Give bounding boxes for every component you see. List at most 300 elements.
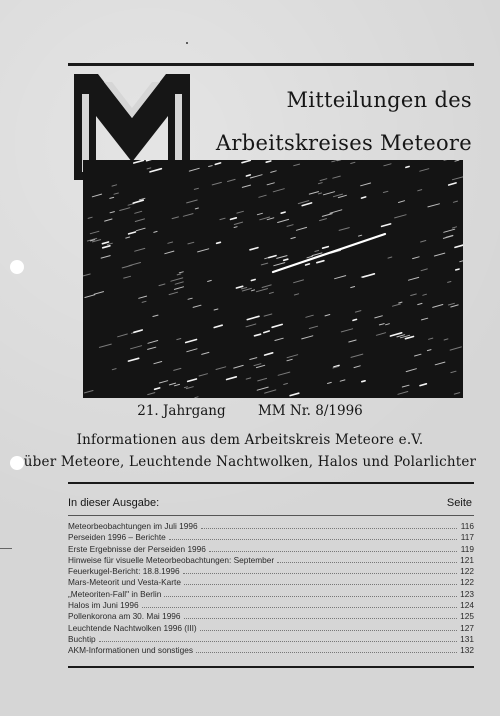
star-trail: [110, 212, 114, 213]
star-trail: [269, 256, 276, 258]
star-trail: [120, 208, 130, 211]
margin-mark: [0, 548, 12, 549]
star-trail: [168, 242, 173, 243]
toc-entry-title: Leuchtende Nachtwolken 1996 (III): [68, 622, 197, 633]
star-trail: [330, 210, 342, 213]
star-trail: [215, 163, 220, 165]
star-trail: [307, 256, 313, 258]
star-trail: [444, 229, 455, 232]
star-trail: [379, 324, 384, 325]
toc-entry: [68, 634, 474, 645]
star-trail: [275, 338, 283, 340]
star-trail: [242, 185, 250, 187]
star-trail: [453, 201, 457, 202]
meteor-photograph: [83, 160, 463, 398]
star-trail: [242, 160, 250, 162]
star-trail: [247, 316, 259, 319]
star-trail: [284, 259, 288, 260]
star-trail: [306, 315, 314, 317]
star-trail: [277, 256, 287, 259]
star-trail: [237, 211, 244, 213]
star-trail: [267, 218, 274, 220]
star-trail: [287, 225, 293, 227]
star-trail: [325, 315, 330, 316]
star-trail: [159, 381, 167, 383]
star-trail: [212, 182, 221, 185]
star-trail: [449, 183, 456, 185]
star-trail: [318, 193, 321, 194]
star-trail: [234, 365, 244, 368]
star-trail: [251, 280, 255, 281]
star-trail: [174, 368, 181, 370]
star-trail: [208, 280, 212, 281]
star-trail: [220, 218, 225, 219]
star-trail: [199, 374, 207, 376]
toc-entry-page: 131: [460, 633, 474, 644]
star-trail: [118, 334, 128, 337]
star-trail: [150, 169, 161, 172]
star-trail: [455, 160, 459, 161]
star-trail: [92, 194, 101, 197]
star-trail: [165, 251, 174, 254]
star-trail: [340, 380, 345, 381]
star-trail: [302, 336, 313, 339]
star-trail: [188, 298, 192, 299]
star-trail: [142, 301, 146, 302]
star-trail: [186, 340, 197, 343]
star-trail: [154, 231, 157, 232]
star-trail: [359, 235, 362, 236]
star-trail: [110, 197, 114, 198]
toc-entry-page: 122: [460, 577, 474, 588]
star-trail: [361, 183, 371, 186]
dot-leader: [277, 555, 457, 563]
toc-entry: [68, 623, 474, 634]
star-trail: [451, 371, 456, 372]
star-trail: [99, 344, 111, 347]
star-trail: [317, 261, 324, 263]
toc-entry-title: Erste Ergebnisse der Perseiden 1996: [68, 543, 206, 554]
star-trail: [341, 329, 352, 332]
dot-leader: [183, 566, 457, 574]
star-trail: [112, 369, 116, 370]
star-trail: [84, 391, 93, 393]
star-trail: [382, 224, 391, 227]
toc-entry: [68, 589, 474, 600]
star-trail: [291, 237, 295, 238]
star-trail: [256, 365, 264, 367]
star-trail: [351, 162, 355, 163]
star-trail: [409, 277, 419, 280]
star-trail: [420, 384, 426, 386]
star-trail: [421, 269, 427, 271]
star-trail: [265, 390, 276, 393]
dot-leader: [184, 611, 457, 619]
toc-entry-title: Feuerkugel-Bericht: 18.8.1996: [68, 566, 180, 577]
star-trail: [139, 198, 145, 200]
toc-header-rule: [68, 515, 474, 516]
star-trail: [287, 355, 298, 358]
star-trail: [406, 369, 416, 372]
star-trail: [234, 222, 242, 224]
star-trail: [175, 282, 183, 284]
star-trail: [353, 319, 357, 320]
star-trail: [241, 288, 246, 289]
star-trail: [169, 292, 178, 294]
toc-entry: [68, 544, 474, 555]
star-trail: [415, 354, 422, 356]
star-trail: [428, 204, 440, 207]
star-trail: [444, 339, 448, 340]
star-trail: [101, 256, 110, 259]
toc-entry: [68, 521, 474, 532]
toc-top-rule: [68, 482, 474, 484]
toc-entry-title: AKM-Informationen und sonstiges: [68, 645, 193, 656]
star-trail: [216, 367, 226, 370]
star-trail: [435, 362, 445, 365]
star-trail: [193, 305, 201, 307]
star-trail: [333, 176, 341, 178]
star-trail: [255, 334, 261, 336]
star-trail: [456, 269, 459, 270]
star-trail: [322, 214, 332, 217]
star-trail: [262, 285, 271, 288]
toc-heading: In dieser Ausgabe:: [68, 497, 160, 509]
toc-entry-page: 119: [460, 543, 474, 554]
dot-leader: [201, 521, 457, 529]
star-trail: [351, 287, 355, 288]
toc-entry: [68, 611, 474, 622]
toc-entry-page: 127: [460, 622, 474, 633]
toc-entry-title: „Meteoriten-Fall" in Berlin: [68, 588, 162, 599]
star-trail: [309, 326, 317, 328]
star-trail: [418, 190, 422, 191]
star-trail: [188, 242, 194, 244]
star-trail: [272, 324, 282, 327]
toc-page-heading: Seite: [446, 497, 472, 509]
star-trail: [177, 274, 181, 275]
star-trail: [135, 211, 142, 213]
star-trail: [258, 378, 267, 381]
issue-number: MM Nr. 8/1996: [257, 403, 363, 419]
dot-leader: [184, 577, 457, 585]
star-trail: [422, 318, 428, 320]
star-trail: [256, 289, 267, 292]
punch-hole-top: [10, 260, 24, 274]
star-trail: [128, 358, 138, 361]
star-trail: [209, 166, 213, 167]
dot-leader: [209, 544, 457, 552]
star-trail: [135, 219, 144, 222]
star-trail: [246, 324, 256, 327]
star-trail: [315, 250, 319, 251]
dot-leader: [200, 623, 457, 631]
star-trail: [320, 179, 327, 181]
star-trail: [349, 340, 356, 342]
star-trail: [214, 325, 222, 327]
star-trail: [399, 302, 402, 303]
star-trail: [246, 175, 250, 176]
star-trail: [246, 378, 251, 379]
table-of-contents: [68, 521, 474, 657]
star-trail: [335, 276, 346, 279]
star-trail: [264, 314, 272, 316]
star-trail: [454, 393, 459, 395]
star-trail: [179, 272, 183, 273]
star-trail: [339, 228, 349, 231]
toc-entry: [68, 566, 474, 577]
top-rule: [68, 63, 474, 66]
star-trail: [332, 161, 335, 162]
star-trail: [355, 311, 361, 313]
speck: [186, 42, 188, 44]
star-trail: [318, 183, 322, 184]
star-trail: [183, 214, 193, 217]
star-trail: [294, 294, 298, 295]
star-trail: [259, 195, 266, 197]
star-trail: [261, 263, 267, 265]
star-trail: [85, 295, 95, 298]
star-trail: [351, 354, 363, 357]
star-trail: [375, 316, 383, 318]
star-trail: [129, 232, 136, 234]
star-trail: [386, 324, 390, 325]
star-trail: [103, 246, 110, 248]
star-trail: [399, 201, 405, 203]
star-trail: [250, 248, 258, 250]
star-trail: [413, 257, 420, 259]
star-trail: [320, 219, 327, 221]
star-trail: [198, 249, 209, 252]
star-trail: [136, 228, 145, 231]
toc-entry-page: 116: [460, 521, 474, 531]
star-trail: [135, 248, 145, 251]
dot-leader: [142, 600, 457, 608]
toc-entry: [68, 555, 474, 566]
masthead-title-line2: Arbeitskreises Meteore: [215, 131, 472, 155]
toc-entry-title: Meteorbeobachtungen im Juli 1996: [68, 521, 198, 531]
toc-entry: [68, 645, 474, 656]
toc-entry-title: Perseiden 1996 – Berichte: [68, 532, 166, 543]
toc-entry-title: Buchtip: [68, 633, 96, 644]
star-trail: [338, 195, 346, 197]
star-trail: [250, 175, 262, 178]
dot-leader: [169, 532, 457, 540]
star-trail: [88, 217, 92, 218]
star-trail: [278, 372, 290, 375]
toc-entry-page: 124: [460, 600, 474, 611]
star-trail: [174, 384, 179, 385]
star-trail: [236, 286, 242, 288]
bottom-rule: [68, 666, 474, 668]
star-trail: [453, 227, 457, 228]
star-trail: [281, 212, 285, 213]
star-trail: [90, 231, 99, 233]
star-trail: [231, 218, 237, 220]
star-trail: [153, 315, 158, 316]
star-trail: [451, 305, 458, 307]
star-trail: [448, 303, 454, 305]
star-trail: [402, 385, 409, 387]
star-trail: [290, 393, 299, 395]
star-trail: [384, 164, 391, 166]
toc-entry-page: 117: [460, 532, 474, 543]
star-trail: [265, 258, 268, 259]
star-trail: [427, 350, 431, 351]
star-trail: [433, 305, 443, 308]
star-trail: [147, 168, 151, 169]
toc-entry-page: 121: [460, 554, 474, 565]
star-trail: [114, 193, 118, 194]
star-trail: [265, 353, 273, 355]
star-trail: [328, 382, 332, 383]
star-trail: [296, 227, 306, 230]
subtitle-line2: über Meteore, Leuchtende Nachtwolken, Halos und Polarlichter: [23, 454, 477, 470]
star-trail: [254, 364, 261, 366]
star-trail: [105, 219, 112, 221]
star-trail: [188, 379, 197, 381]
dot-leader: [164, 589, 457, 597]
star-trail: [227, 377, 237, 380]
meteor-streak: [273, 234, 385, 272]
star-trail: [195, 208, 198, 209]
star-trail: [284, 383, 288, 384]
star-trail: [107, 243, 112, 244]
volume-label: 21. Jahrgang: [137, 403, 226, 419]
star-trail: [194, 188, 198, 189]
dot-leader: [196, 645, 457, 653]
star-trail: [257, 387, 268, 390]
star-trail: [267, 183, 274, 185]
star-trail: [147, 160, 158, 161]
star-trail: [323, 192, 334, 195]
star-trail: [423, 294, 427, 295]
star-trail: [155, 388, 160, 389]
star-trail: [306, 264, 310, 265]
dot-leader: [99, 634, 457, 642]
star-trail: [354, 366, 360, 368]
star-trail: [455, 245, 463, 248]
star-trail: [133, 200, 143, 203]
star-trail: [171, 278, 183, 281]
star-trail: [187, 349, 197, 352]
star-trail: [406, 167, 409, 168]
toc-entry-page: 125: [460, 611, 474, 622]
star-trail: [234, 227, 237, 228]
masthead-title-line1: Mitteilungen des: [286, 88, 472, 112]
star-trail: [362, 197, 366, 198]
toc-entry-title: Mars-Meteorit und Vesta-Karte: [68, 577, 181, 588]
star-trail: [302, 203, 311, 206]
star-trail: [184, 387, 187, 388]
star-trail: [434, 253, 444, 256]
star-trail: [298, 201, 309, 204]
star-trail: [405, 337, 413, 339]
star-trail: [269, 292, 273, 293]
star-trail: [323, 247, 329, 249]
toc-entry: [68, 577, 474, 588]
star-trail: [174, 287, 183, 290]
star-trail: [294, 280, 304, 283]
star-trail: [274, 263, 285, 266]
star-trail: [450, 347, 461, 350]
star-trail: [131, 346, 142, 349]
star-trail: [122, 265, 132, 268]
star-trail: [266, 161, 271, 162]
star-trail: [448, 282, 451, 283]
star-trail: [172, 217, 178, 219]
star-trail: [134, 160, 144, 163]
star-trail: [195, 397, 198, 398]
star-trail: [228, 179, 236, 181]
star-trail: [393, 304, 401, 306]
toc-entry-title: Halos im Juni 1996: [68, 600, 139, 611]
star-trail: [264, 331, 269, 333]
toc-entry-page: 132: [460, 645, 474, 656]
toc-entry-page: 123: [460, 588, 474, 599]
star-trail: [362, 381, 365, 382]
star-trail: [271, 171, 277, 173]
star-trail: [83, 274, 90, 276]
star-trail: [429, 338, 433, 339]
star-trail: [217, 242, 221, 243]
star-trail: [102, 242, 108, 244]
toc-entry-title: Hinweise für visuelle Meteorbeobachtungen: September: [68, 554, 275, 565]
star-trail: [126, 237, 130, 238]
star-trail: [388, 257, 392, 258]
star-trail: [177, 339, 181, 340]
subtitle-line1: Informationen aus dem Arbeitskreis Meteore e.V.: [76, 432, 424, 448]
star-trail: [376, 333, 385, 336]
star-trail: [421, 241, 426, 243]
star-trail: [278, 219, 289, 222]
star-trail: [148, 341, 158, 344]
star-trail: [398, 392, 408, 395]
star-trail: [94, 292, 103, 295]
star-trail: [112, 185, 117, 186]
toc-entry-page: 122: [460, 566, 474, 577]
star-trail: [250, 358, 257, 360]
star-trail: [294, 164, 300, 166]
star-trail: [148, 393, 155, 395]
star-trail: [154, 362, 162, 364]
toc-entry-title: Pollenkorona am 30. Mai 1996: [68, 611, 181, 622]
toc-entry: [68, 532, 474, 543]
star-trail: [159, 284, 165, 286]
star-trail: [460, 258, 463, 261]
star-trail: [169, 383, 175, 385]
star-trail: [383, 191, 388, 192]
star-trail: [420, 169, 429, 172]
toc-entry: [68, 600, 474, 611]
star-trail: [139, 296, 147, 298]
star-trail: [214, 309, 218, 310]
star-trail: [443, 236, 452, 239]
star-trail: [363, 274, 375, 277]
star-trail: [395, 215, 407, 218]
star-trail: [453, 177, 464, 180]
star-trail: [124, 276, 131, 278]
star-trail: [202, 352, 209, 354]
star-trail: [418, 303, 422, 304]
star-trail: [189, 168, 199, 171]
star-trail: [309, 192, 318, 195]
issue-line: [0, 403, 500, 419]
star-trail: [411, 294, 417, 296]
star-trail: [148, 347, 156, 349]
star-trail: [287, 359, 292, 361]
star-trails-image: [83, 160, 463, 398]
